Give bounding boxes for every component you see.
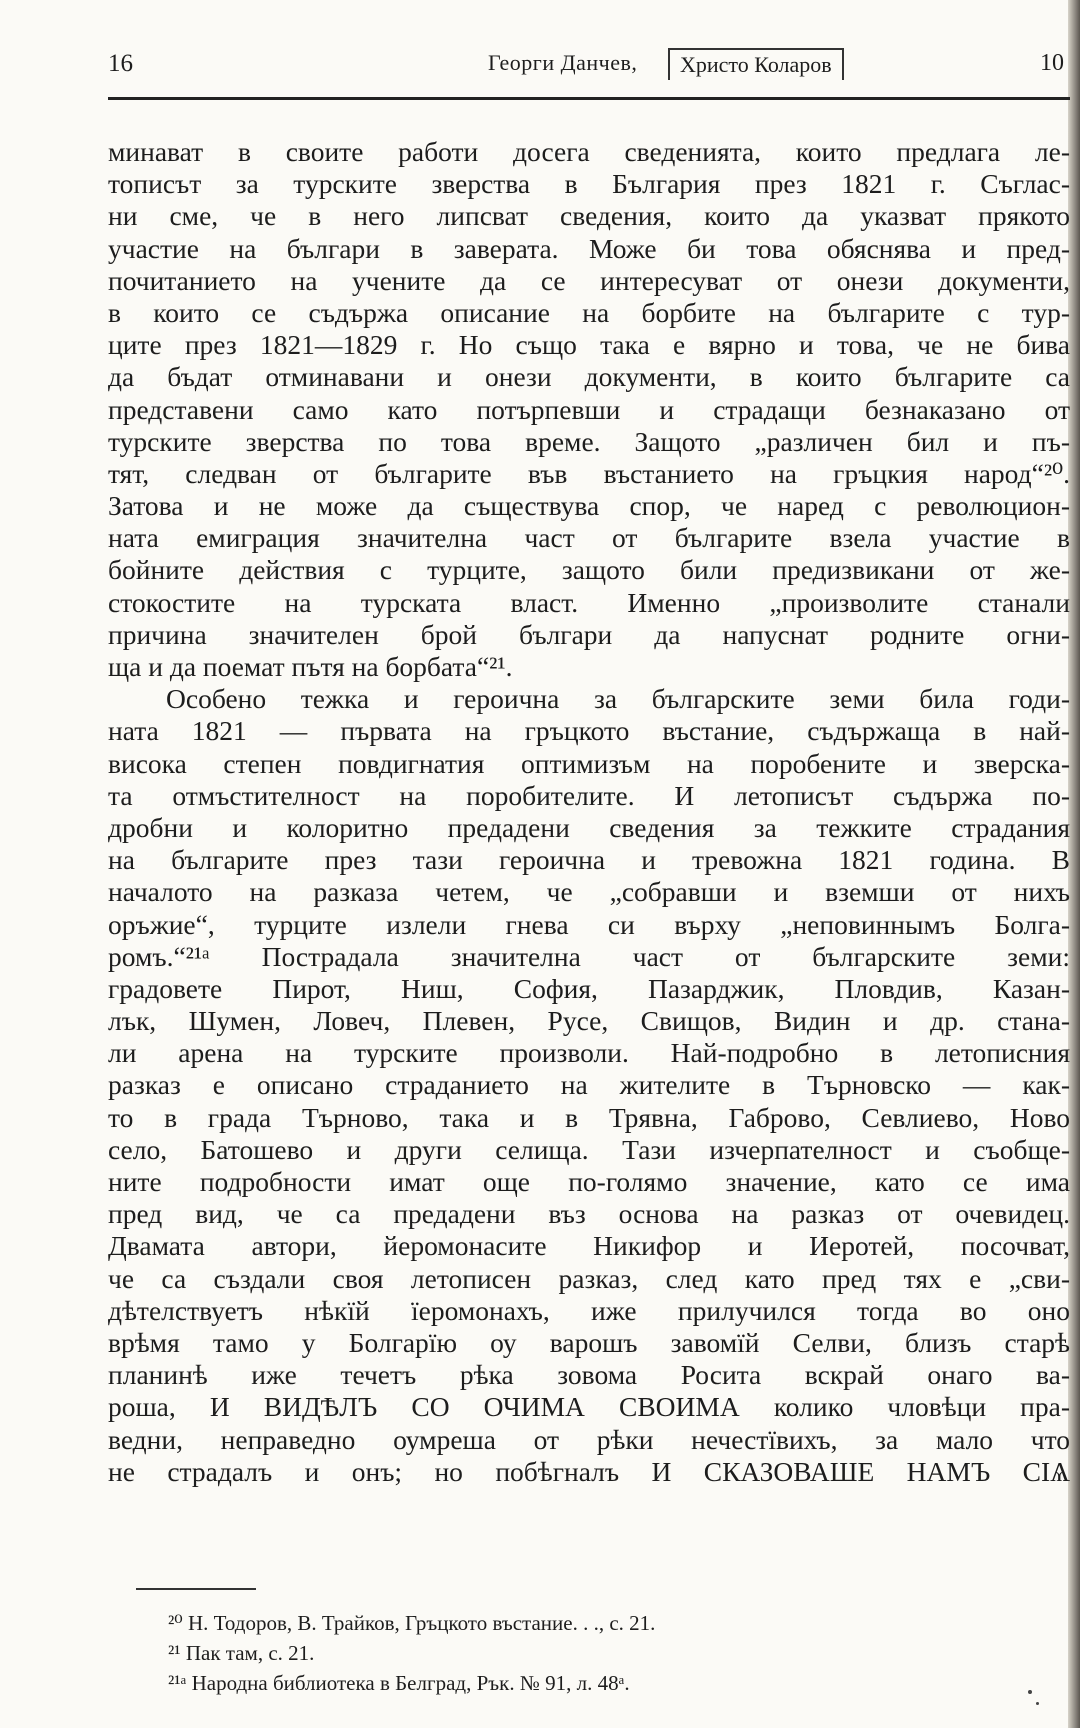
text-line: село, Батошево и други селища. Тази изчерпателност и съобще- — [108, 1133, 1070, 1165]
text-line: причина значителен брой българи да напуснат родните огни- — [108, 618, 1070, 650]
text-line: ромъ.“²¹ᵃ Пострадала значителна част от българските земи: — [108, 940, 1070, 972]
text-line: представени само като потърпевши и страдащи безнаказано от — [108, 393, 1070, 425]
text-line: Двамата автори, йеромонасите Никифор и Иеротей, посочват, — [108, 1230, 1070, 1262]
text-line: ците през 1821—1829 г. Но също така е вярно и това, че не бива — [108, 329, 1070, 361]
running-title-stamp: Христо Коларов — [668, 48, 844, 80]
text-line: Затова и не може да съществува спор, че наред с революцион- — [108, 490, 1070, 522]
footnote-20: ²⁰ Н. Тодоров, В. Трайков, Гръцкото въстание. . ., с. 21. — [168, 1611, 656, 1635]
page-number: 16 — [108, 50, 133, 77]
text-line: врѣмя тамо у Болгарїю оу варошъ завомїй Селви, близъ старѣ — [108, 1326, 1070, 1358]
header-divider — [108, 97, 1070, 100]
text-line: ведни, неправедно оумреша от рѣки нечестївихъ, за мало что — [108, 1423, 1070, 1455]
text-line: роша, И ВИДѢЛЪ СО ОЧИМА СВОИМА колико чловѣци пра- — [108, 1391, 1070, 1423]
footnote-divider — [136, 1588, 256, 1590]
body-text — [108, 136, 1070, 1488]
text-line: че са създали своя летописен разказ, след като пред тях е „сви- — [108, 1262, 1070, 1294]
footnotes — [168, 1608, 1048, 1698]
running-author: Георги Данчев, — [488, 50, 638, 75]
text-line: началото на разказа четем, че „собравши и вземши от нихъ — [108, 876, 1070, 908]
text-line: на българите през тази героична и тревожна 1821 година. В — [108, 844, 1070, 876]
text-line: бойните действия с турците, защото били предизвикани от же- — [108, 554, 1070, 586]
text-line: в които се съдържа описание на борбите на българите с тур- — [108, 296, 1070, 328]
text-line: ните подробности имат още по-голямо значение, като се има — [108, 1166, 1070, 1197]
text-line: турските зверства по това време. Защото „различен бил и пъ- — [108, 425, 1070, 457]
text-line: та отмъстителност на поробителите. И летописът съдържа по- — [108, 779, 1070, 811]
text-line: тят, следван от българите във въстанието на гръцкия народ“²⁰. — [108, 457, 1070, 489]
text-line: почитанието на учените да се интересуват от онези документи, — [108, 264, 1070, 296]
text-line: разказ е описано страданието на жителите в Търновско — как- — [108, 1069, 1070, 1101]
text-line: ната 1821 — първата на гръцкото въстание, съдържаща в най- — [108, 715, 1070, 747]
text-line: тописът за турските зверства в България през 1821 г. Съглас- — [108, 168, 1070, 200]
text-line: ни сме, че в него липсват сведения, които да указват прякото — [108, 200, 1070, 232]
text-line: да бъдат отминавани и онези документи, в които българите са — [108, 361, 1070, 393]
text-line: ли арена на турските произволи. Най-подробно в летописния — [108, 1037, 1070, 1069]
footnote-21: ²¹ Пак там, с. 21. — [168, 1641, 315, 1665]
text-line: не страдалъ и онъ; но побѣгналъ И СКАЗОВАШЕ НАМЪ СІѦ — [108, 1455, 1070, 1487]
text-line: то в града Търново, така и в Трявна, Габрово, Севлиево, Ново — [108, 1101, 1070, 1133]
text-line: лък, Шумен, Ловеч, Плевен, Русе, Свищов, Видин и др. стана- — [108, 1005, 1070, 1037]
running-header — [108, 44, 1068, 84]
footnote-21a: ²¹ᵃ Народна библиотека в Белград, Рък. № 91, л. 48ᵃ. — [168, 1671, 630, 1695]
text-line: градовете Пирот, Ниш, София, Пазарджик, Пловдив, Казан- — [108, 972, 1070, 1004]
text-line: пред вид, че са предадени въз основа на разказ от очевидец. — [108, 1198, 1070, 1230]
text-line: дробни и колоритно предадени сведения за тежките страдания — [108, 811, 1070, 843]
text-line: висока степен повдигнатия оптимизъм на поробените и зверска- — [108, 747, 1070, 779]
text-line: планинѣ иже течетъ рѣка зовома Росита вскрай онаго ва- — [108, 1359, 1070, 1391]
text-line: ната емиграция значителна част от българите взела участие в — [108, 522, 1070, 554]
paper-speck — [1028, 1690, 1032, 1694]
text-line: минават в своите работи досега сведенията, които предлага ле- — [108, 136, 1070, 167]
text-line: участие на българи в заверата. Може би това обяснява и пред- — [108, 232, 1070, 264]
text-line: дѣтелствуетъ нѣкїй їеромонахъ, иже прилучился тогда во оно — [108, 1294, 1070, 1326]
text-line: ща и да поемат пътя на борбата“²¹. — [108, 651, 513, 682]
paper-speck — [1036, 1702, 1039, 1705]
text-line: стокостите на турската власт. Именно „произволите станали — [108, 586, 1070, 618]
text-line: оръжие“, турците излели гнева си върху „неповиннымъ Болга- — [108, 908, 1070, 940]
corner-number: 10 — [1040, 50, 1064, 76]
text-line: Особено тежка и героична за българските земи била годи- — [166, 683, 1070, 715]
